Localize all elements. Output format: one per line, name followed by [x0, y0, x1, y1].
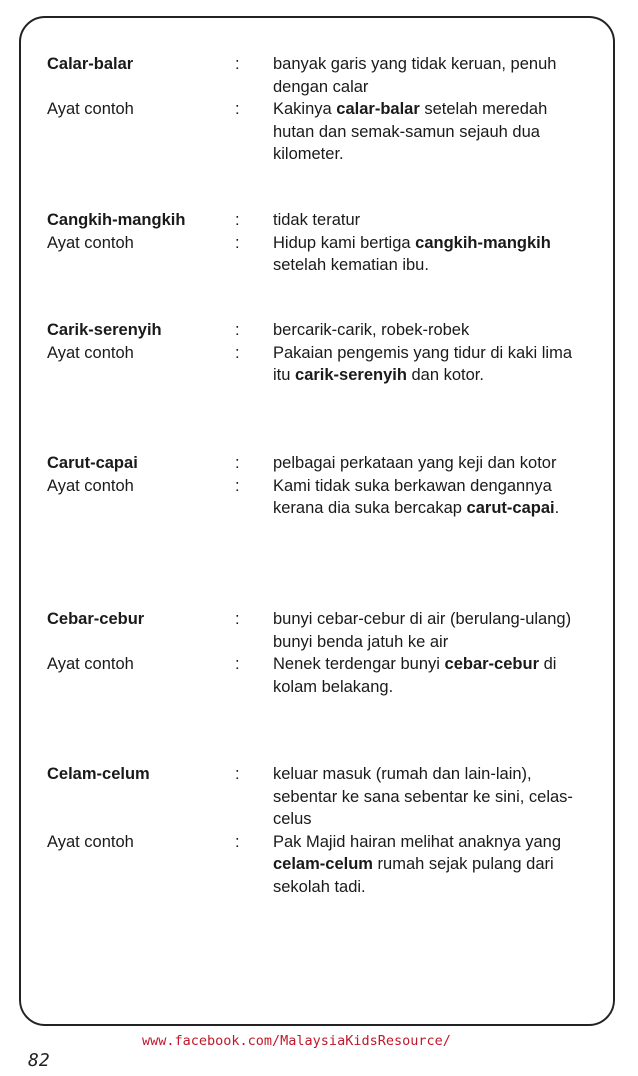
footer-url: www.facebook.com/MalaysiaKidsResource/ — [142, 1033, 451, 1049]
entry-term: Cangkih-mangkih — [47, 211, 186, 229]
example-keyword: cebar-cebur — [444, 655, 539, 673]
colon: : — [235, 343, 240, 362]
example-row — [47, 653, 607, 698]
entry-term: Carut-capai — [47, 454, 138, 472]
entry-carut-capai — [47, 452, 607, 520]
entry-cebar-cebur — [47, 608, 607, 698]
entry-meaning: pelbagai perkataan yang keji dan kotor — [273, 454, 557, 472]
example-row — [47, 831, 607, 899]
entry-meaning: bunyi cebar-cebur di air (berulang-ulang) bunyi benda jatuh ke air — [273, 610, 572, 651]
meaning-row — [47, 53, 607, 98]
example-text: setelah kematian ibu. — [273, 256, 429, 274]
colon: : — [235, 476, 240, 495]
example-row — [47, 98, 607, 166]
entry-celam-celum — [47, 763, 607, 898]
colon: : — [235, 610, 240, 628]
example-label: Ayat contoh — [47, 233, 134, 252]
meaning-row — [47, 209, 607, 232]
entry-carik-serenyih — [47, 319, 607, 387]
example-keyword: celam-celum — [273, 855, 373, 873]
meaning-row — [47, 319, 607, 342]
example-sentence — [273, 98, 591, 166]
example-label: Ayat contoh — [47, 476, 134, 495]
example-text: dan kotor. — [406, 366, 484, 384]
example-keyword: carut-capai — [466, 499, 555, 517]
example-label: Ayat contoh — [47, 655, 134, 673]
example-text: Kakinya — [273, 100, 337, 118]
entry-cangkih-mangkih — [47, 209, 607, 277]
entry-meaning: keluar masuk (rumah dan lain-lain), sebentar ke sana sebentar ke sini, celas-celus — [273, 765, 573, 828]
example-sentence — [273, 342, 591, 387]
example-sentence — [273, 653, 591, 698]
meaning-row — [47, 452, 607, 475]
colon: : — [235, 832, 240, 851]
entry-term: Calar-balar — [47, 55, 134, 73]
meaning-row — [47, 763, 607, 831]
example-text: Pakaian pengemis yang tidur di kaki lima itu — [273, 343, 572, 384]
colon: : — [235, 454, 240, 472]
example-keyword: calar-balar — [336, 100, 420, 118]
meaning-row — [47, 608, 607, 653]
example-row — [47, 232, 607, 277]
colon: : — [235, 765, 240, 783]
entry-term: Carik-serenyih — [47, 321, 162, 339]
example-keyword: carik-serenyih — [295, 366, 407, 384]
example-text: Nenek terdengar bunyi — [273, 655, 445, 673]
entry-calar-balar — [47, 53, 607, 166]
example-label: Ayat contoh — [47, 832, 134, 851]
example-text: setelah meredah hutan dan semak-samun sejauh dua kilometer. — [273, 100, 548, 163]
example-keyword: cangkih-mangkih — [415, 233, 551, 252]
example-text: Hidup kami bertiga — [273, 233, 416, 252]
colon: : — [235, 211, 240, 229]
example-sentence — [273, 232, 591, 277]
example-label: Ayat contoh — [47, 343, 134, 362]
example-text: Kami tidak suka berkawan dengannya kerana dia suka bercakap — [273, 476, 552, 517]
example-text: Pak Majid hairan melihat anaknya yang — [273, 832, 562, 851]
entry-term: Celam-celum — [47, 765, 150, 783]
entry-meaning: banyak garis yang tidak keruan, penuh dengan calar — [273, 55, 557, 96]
colon: : — [235, 655, 240, 673]
example-text: rumah sejak pulang dari sekolah tadi. — [273, 855, 554, 896]
page-number: 82 — [28, 1050, 50, 1071]
example-sentence — [273, 475, 591, 520]
entry-meaning: bercarik-carik, robek-robek — [273, 321, 470, 339]
example-row — [47, 475, 607, 520]
example-sentence — [273, 831, 591, 899]
example-row — [47, 342, 607, 387]
example-label: Ayat contoh — [47, 100, 134, 118]
colon: : — [235, 321, 240, 339]
colon: : — [235, 100, 240, 118]
example-text: di kolam belakang. — [273, 655, 557, 696]
example-text: . — [554, 499, 560, 517]
colon: : — [235, 233, 240, 252]
entry-meaning: tidak teratur — [273, 211, 361, 229]
colon: : — [235, 55, 240, 73]
entry-term: Cebar-cebur — [47, 610, 145, 628]
